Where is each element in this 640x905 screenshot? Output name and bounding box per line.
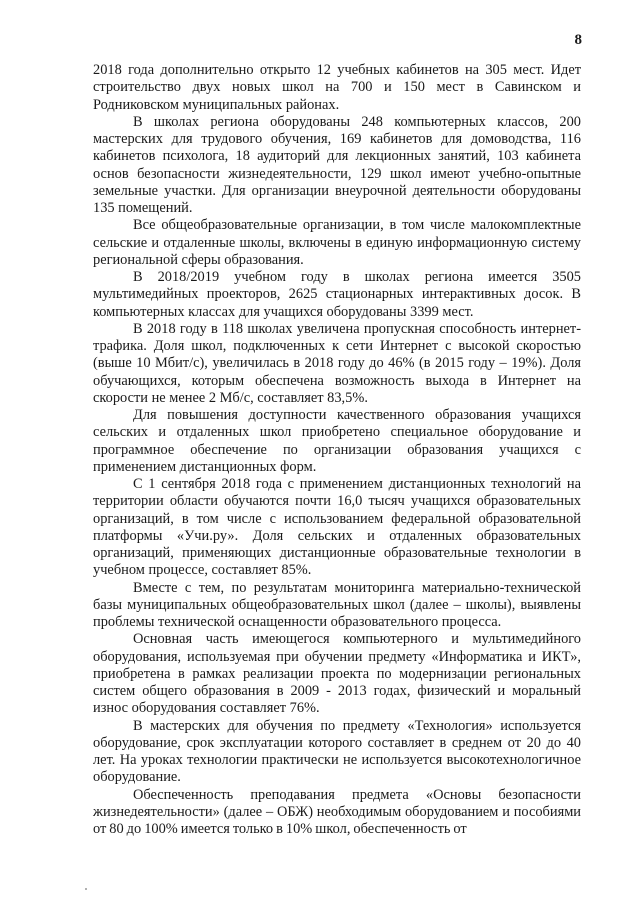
page-number: 8 bbox=[574, 32, 582, 48]
paragraph-classrooms: В школах региона оборудованы 248 компьютерных классов, 200 мастерских для трудового обучения, 169 кабинетов для домоводства, 116 кабинетов психолога, 18 аудиторий для лекционных занятий, 103 кабинета основ безопасности жизнедеятельности, 129 школ имеют учебно-опытные земельные участки. Для организации внеурочной деятельности оборудованы 135 помещений. bbox=[93, 113, 581, 216]
scan-speck bbox=[85, 888, 87, 890]
paragraph-multimedia: В 2018/2019 учебном году в школах региона имеется 3505 мультимедийных проекторов, 2625 стационарных интерактивных досок. В компьютерных классах для учащихся оборудованы 3399 мест. bbox=[93, 269, 581, 320]
paragraph-safety-basics: Обеспеченность преподавания предмета «Основы безопасности жизнедеятельности» (далее – ОБЖ) необходимым оборудованием и пособиями от 80 до 100% имеется только в 10% школ, обеспеченность от bbox=[93, 786, 581, 837]
paragraph-accessibility: Для повышения доступности качественного образования учащихся сельских и отдаленных школ приобретено специальное оборудование и программное обеспечение по организации образования учащихся с применением дистанционных форм. bbox=[93, 407, 581, 475]
paragraph-computer-equipment: Основная часть имеющегося компьютерного и мультимедийного оборудования, используемая при обучении предмету «Информатика и ИКТ», приобретена в рамках реализации проекта по модернизации региональных систем общего образования в 2009 - 2013 годах, физический и моральный износ оборудования составляет 76%. bbox=[93, 631, 581, 717]
document-body bbox=[93, 62, 581, 838]
paragraph-information-system: Все общеобразовательные организации, в том числе малокомплектные сельские и отдаленные школы, включены в единую информационную систему региональной сферы образования. bbox=[93, 217, 581, 268]
paragraph-internet: В 2018 году в 118 школах увеличена пропускная способность интернет-трафика. Доля школ, подключенных к сети Интернет с высокой скоростью (выше 10 Мбит/с), увеличилась в 2018 году до 46% (в 2015 году – 19%). Доля обучающихся, которым обеспечена возможность выхода в Интернет на скорости не менее 2 Мб/с, составляет 83,5%. bbox=[93, 320, 581, 406]
paragraph-continuation: 2018 года дополнительно открыто 12 учебных кабинетов на 305 мест. Идет строительство двух новых школ на 700 и 150 мест в Савинском и Родниковском муниципальных районах. bbox=[93, 62, 581, 113]
paragraph-distance-learning: С 1 сентября 2018 года с применением дистанционных технологий на территории области обучаются почти 16,0 тысяч учащихся образовательных организаций, в том числе с использованием федеральной образовательной платформы «Учи.ру». Доля сельских и отдаленных образовательных организаций, применяющих дистанционные образовательные технологии в учебном процессе, составляет 85%. bbox=[93, 476, 581, 579]
paragraph-technology-workshops: В мастерских для обучения по предмету «Технология» используется оборудование, срок эксплуатации которого составляет в среднем от 20 до 40 лет. На уроках технологии практически не используется высокотехнологичное оборудование. bbox=[93, 717, 581, 786]
paragraph-monitoring: Вместе с тем, по результатам мониторинга материально-технической базы муниципальных общеобразовательных школ (далее – школы), выявлены проблемы технической оснащенности образовательного процесса. bbox=[93, 579, 581, 630]
